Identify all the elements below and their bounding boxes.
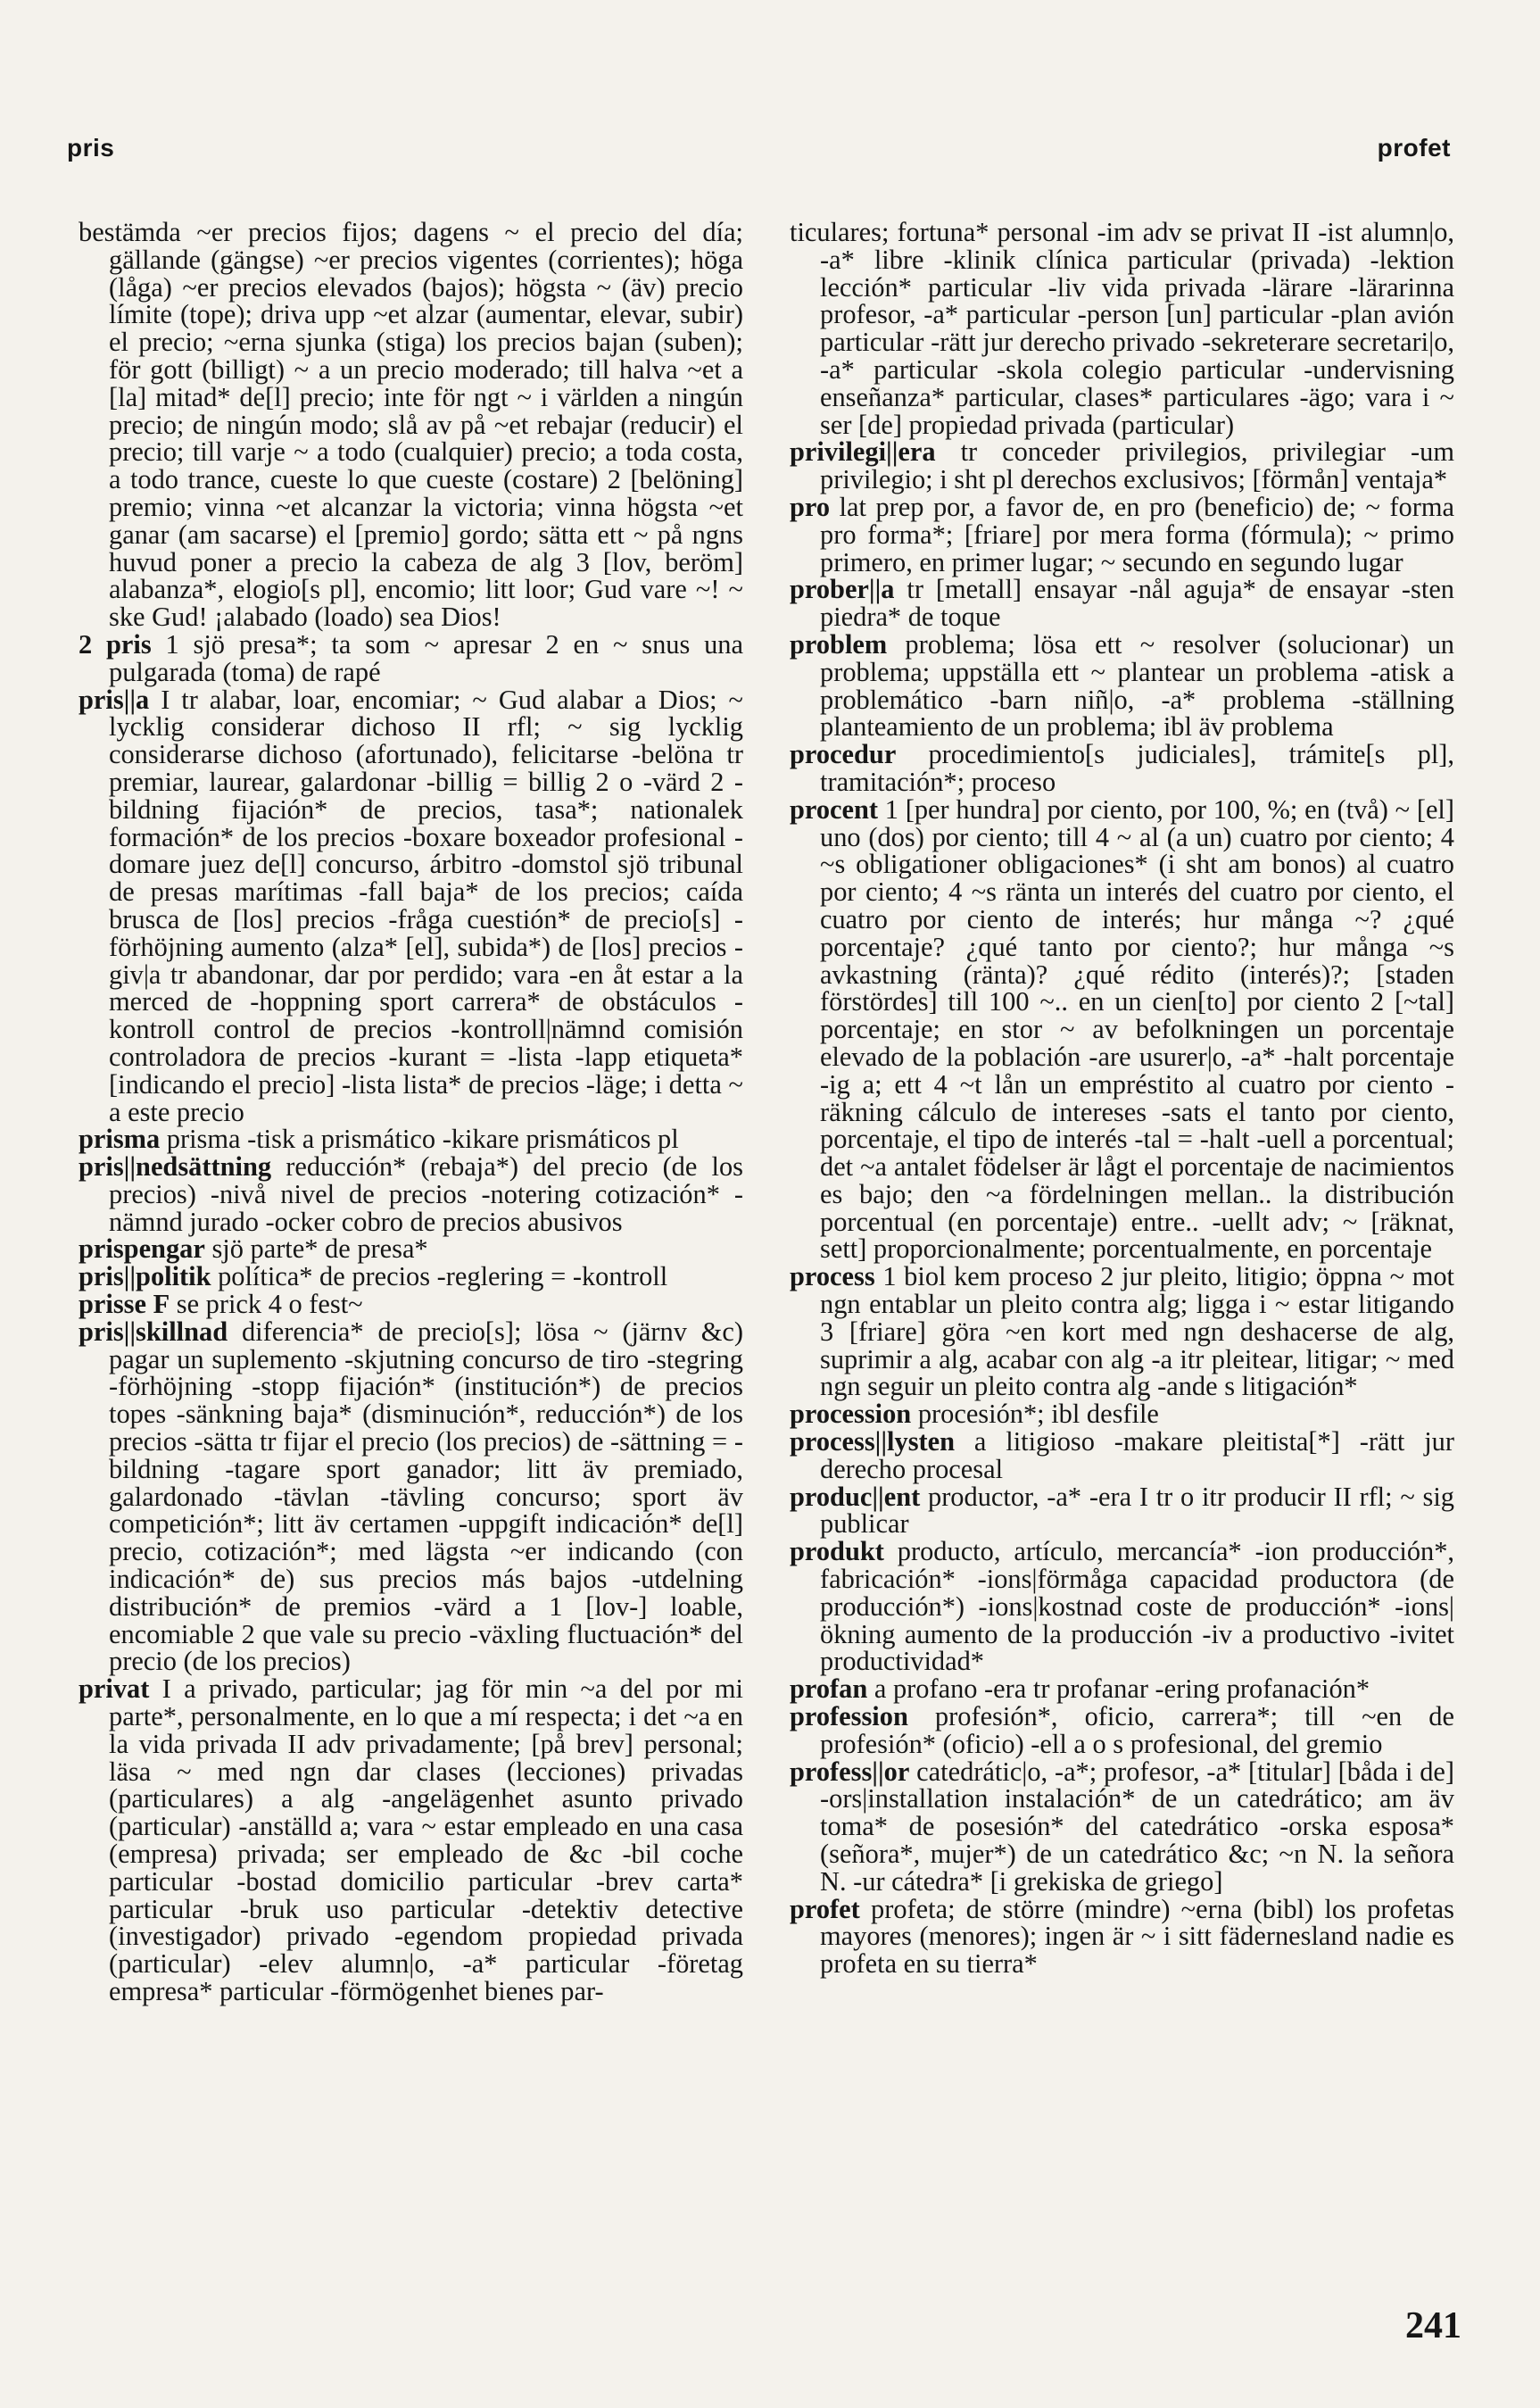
dictionary-entry [79, 1318, 743, 1675]
entry-definition: tr conceder privilegios, privilegiar -um privilegio; i sht pl derechos exclusivos; [förmån] ventaja* [820, 436, 1454, 495]
entry-headword: process [790, 1261, 875, 1292]
entry-definition: ticulares; fortuna* personal -im adv se privat II -ist alumn|o, -a* libre -klinik clínica particular (privada) -lektion lección* particular -liv vida privada -lärare -lärarinna profesor, -a* particular -person [un] particular -plan avión particular -rätt jur derecho privado -sekreterare secretari|o, -a* particular -skola colegio particular -undervisning enseñanza* particular, clases* particulares -ägo; vara i ~ ser [de] propiedad privada (particular) [790, 219, 1454, 440]
entry-definition: productor, -a* -era I tr o itr producir II rfl; ~ sig publicar [820, 1481, 1454, 1540]
entry-headword: prisma [79, 1124, 161, 1155]
entry-headword: pris||politik [79, 1261, 211, 1292]
dictionary-entry [790, 793, 1454, 1265]
entry-definition: bestämda ~er precios fijos; dagens ~ el precio del día; gällande (gängse) ~er precios vigentes (corrientes); höga (låga) ~er precios elevados (bajos); högsta ~ (äv) precio límite (tope); driva upp ~et alzar (aumentar, elevar, subir) el precio; ~erna sjunka (stiga) los precios bajan (suben); för gott (billigt) ~ a un precio moderado; till halva ~et a [la] mitad* de[l] precio; inte för ngt ~ i världen a ningún precio; de ningún modo; slå av på ~et rebajar (reducir) el precio; till varje ~ a todo (cualquier) precio; a toda costa, a todo trance, cueste lo que cueste (costare) 2 [belöning] premio; vinna ~et alcanzar la victoria; vinna högsta ~et ganar (am sacarse) el [premio] gordo; sätta ett ~ på ngns huvud poner a precio la cabeza de alg 3 [lov, beröm] alabanza*, elogio[s pl], encomio; litt loor; Gud vare ~! ~ ske Gud! ¡alabado (loado) sea Dios! [79, 219, 743, 633]
entry-definition: 1 [per hundra] por ciento, por 100, %; en (två) ~ [el] uno (dos) por ciento; till 4 ~ al (a un) cuatro por ciento; 4 ~s obligationer obligaciones* (i sht am bonos) al cuatro por ciento; 4 ~s ränta un interés del cuatro por ciento, el cuatro por ciento de interés; hur många ~? ¿qué porcentaje? ¿qué tanto por ciento?; hur många ~s avkastning (ränta)? ¿qué rédito (interés)?; [staden förstördes] till 100 ~.. en un cien[to] por ciento 2 [~tal] porcentaje; en stor ~ av befolkningen un porcentaje elevado de la población -are usurer|o, -a* -halt porcentaje -ig a; ett 4 ~t lån un empréstito al cuatro por ciento -räkning cálculo de intereses -sats el tanto por ciento, porcentaje, el tipo de interés -tal = -halt -uell a porcentual; det ~a antalet födelser är lågt el porcentaje de nacimientos es bajo; den ~a fördelningen mellan.. la distribución porcentual (en porcentaje) entre.. -uellt adv; ~ [räknat, sett] proporcionalmente; porcentualmente, en porcentaje [820, 793, 1454, 1265]
dictionary-entry [790, 1400, 1454, 1428]
entry-headword: pris||nedsättning [79, 1151, 272, 1183]
right-column [790, 219, 1454, 2263]
entry-definition: problema; lösa ett ~ resolver (solucionar) un problema; uppställa ett ~ plantear un problema -atisk a problemático -barn niñ|o, -a* problema -ställning planteamiento de un problema; ibl äv problema [820, 628, 1454, 743]
dictionary-entry [790, 1428, 1454, 1483]
dictionary-entry [790, 1758, 1454, 1896]
dictionary-entry [79, 219, 743, 631]
dictionary-entry [790, 1538, 1454, 1675]
entry-headword: privat [79, 1673, 150, 1705]
entry-headword: 2 pris [79, 628, 152, 660]
entry-headword: produc||ent [790, 1481, 921, 1512]
entry-definition: profesión*, oficio, carrera*; till ~en de profesión* (oficio) -ell a o s profesional, del gremio [820, 1701, 1454, 1759]
entry-definition: catedrátic|o, -a*; profesor, -a* [titular] [båda i de] -ors|installation instalación* de un catedrático; am äv toma* de posesión* del catedrático -orska esposa* (señora*, mujer*) de un catedrático &c; ~n N. la señora N. -ur cátedra* [i grekiska de griego] [820, 1756, 1454, 1897]
entry-definition: I tr alabar, loar, encomiar; ~ Gud alabar a Dios; ~ lycklig considerar dichoso II rfl; ~ sig lycklig considerarse dichoso (afortunado), felicitarse -belöna tr premiar, laurear, galardonar -billig = billig 2 o -värd 2 -bildning fijación* de precios, tasa*; nationalek formación* de los precios -boxare boxeador profesional -domare juez de[l] concurso, árbitro -domstol sjö tribunal de presas marítimas -fall baja* de los precios; caída brusca de [los] precios -fråga cuestión* de precio[s] -förhöjning aumento (alza* [el], subida*) de [los] precios -giv|a tr abandonar, dar por perdido; vara -en åt estar a la merced de -hoppning sport carrera* de obstáculos -kontroll control de precios -kontroll|nämnd comisión controladora de precios -kurant = -lista -lapp etiqueta* [indicando el precio] -lista lista* de precios -läge; i detta ~ a este precio [109, 684, 743, 1127]
entry-headword: pris||skillnad [79, 1316, 228, 1347]
entry-headword: prispengar [79, 1233, 205, 1265]
entry-headword: privilegi||era [790, 436, 936, 468]
entry-definition: sjö parte* de presa* [204, 1233, 428, 1265]
dictionary-entry [790, 741, 1454, 796]
dictionary-entry [790, 491, 1454, 577]
dictionary-entry [790, 1893, 1454, 1980]
entry-headword: procession [790, 1399, 912, 1430]
entry-headword: prisse F [79, 1289, 170, 1320]
entry-definition: reducción* (rebaja*) del precio (de los precios) -nivå nivel de precios -notering cotización* -nämnd jurado -ocker cobro de precios abusivos [109, 1151, 743, 1237]
entry-definition: procesión*; ibl desfile [911, 1399, 1159, 1430]
dictionary-entry [79, 628, 743, 687]
entry-headword: problem [790, 628, 888, 660]
dictionary-entry [79, 1125, 743, 1153]
entry-headword: profan [790, 1673, 868, 1705]
entry-definition: a profano -era tr profanar -ering profanación* [867, 1673, 1370, 1705]
left-column [79, 219, 743, 2263]
dictionary-entry [790, 1263, 1454, 1400]
running-header-left: pris [67, 134, 115, 162]
entry-definition: tr [metall] ensayar -nål aguja* de ensayar -sten piedra* de toque [820, 574, 1454, 633]
entry-headword: pris||a [79, 684, 150, 715]
entry-headword: process||lysten [790, 1426, 956, 1457]
entry-headword: pro [790, 491, 831, 522]
entry-definition: a litigioso -makare pleitista[*] -rätt jur derecho procesal [820, 1426, 1454, 1484]
entry-headword: profet [790, 1893, 860, 1924]
entry-headword: profess||or [790, 1756, 910, 1787]
dictionary-entry [79, 1291, 743, 1318]
dictionary-entry [79, 1675, 743, 2005]
dictionary-entry [79, 1235, 743, 1263]
entry-definition: profeta; de större (mindre) ~erna (bibl) los profetas mayores (menores); ingen är ~ i sitt fädernesland nadie es profeta en su tierra* [820, 1893, 1454, 1980]
entry-definition: 1 biol kem proceso 2 jur pleito, litigio; öppna ~ mot ngn entablar un pleito contra alg; ligga i ~ estar litigando 3 [friare] göra ~en kort med ngn deshacerse de alg, suprimir a alg, acabar con alg -a itr pleitear, litigar; ~ med ngn seguir un pleito contra alg -ande s litigación* [820, 1261, 1454, 1402]
entry-definition: I a privado, particular; jag för min ~a del por mi parte*, personalmente, en lo que a mí respecta; i det ~a en la vida privada II adv privadamente; [på brev] personal; läsa ~ med ngn dar clases (lecciones) privadas (particulares) a alg -angelägenhet asunto privado (particular) -anställd a; vara ~ estar empleado en una casa (empresa) privada; ser empleado de &c -bil coche particular -bostad domicilio particular -brev carta* particular -bruk uso particular -detektiv detective (investigador) privado -egendom propiedad privada (particular) -elev alumn|o, -a* particular -företag empresa* particular -förmögenhet bienes par- [109, 1673, 743, 2006]
entry-definition: lat prep por, a favor de, en pro (beneficio) de; ~ forma pro forma*; [friare] por mera forma (fórmula); ~ primo primero, en primer lugar; ~ secundo en segundo lugar [820, 491, 1454, 577]
dictionary-entry [790, 1703, 1454, 1758]
dictionary-entry [790, 1675, 1454, 1703]
dictionary-entry [790, 576, 1454, 631]
entry-headword: prober||a [790, 574, 895, 605]
dictionary-entry [790, 1483, 1454, 1539]
dictionary-entry [79, 1263, 743, 1291]
entry-definition: diferencia* de precio[s]; lösa ~ (järnv &c) pagar un suplemento -skjutning concurso de tiro -stegring -förhöjning -stopp fijación* (institución*) de precios topes -sänkning baja* (disminución*, reducción*) de los precios -sätta tr fijar el precio (los precios) de -sättning = -bildning -tagare sport ganador; litt äv premiado, galardonado -tävlan -tävling concurso; sport äv competición*; litt äv certamen -uppgift indicación* de[l] precio, cotización*; med lägsta ~er indicando (con indicación* de) sus precios más bajos -utdelning distribución* de premios -värd a 1 [lov-] loable, encomiable 2 que vale su precio -växling fluctuación* del precio (de los precios) [109, 1316, 743, 1677]
dictionary-entry [790, 628, 1454, 743]
entry-definition: prisma -tisk a prismático -kikare prismáticos pl [160, 1124, 679, 1155]
dictionary-entry [790, 438, 1454, 494]
entry-headword: produkt [790, 1536, 884, 1567]
entry-definition: producto, artículo, mercancía* -ion producción*, fabricación* -ions|förmåga capacidad productora (de producción*) -ions|kostnad coste de producción* -ions|ökning aumento de la producción -iv a productivo -ivitet productividad* [820, 1536, 1454, 1677]
page-number: 241 [1405, 2305, 1461, 2346]
dictionary-entry [790, 219, 1454, 438]
entry-headword: profession [790, 1701, 908, 1732]
entry-definition: 1 sjö presa*; ta som ~ apresar 2 en ~ snus una pulgarada (toma) de rapé [109, 628, 743, 687]
running-header-right: profet [1377, 134, 1451, 162]
dictionary-entry [79, 686, 743, 1126]
entry-definition: se prick 4 o fest~ [170, 1289, 363, 1320]
entry-definition: política* de precios -reglering = -kontroll [211, 1261, 668, 1292]
entry-headword: procedur [790, 739, 897, 770]
dictionary-entry [79, 1153, 743, 1235]
entry-definition: procedimiento[s judiciales], trámite[s pl], tramitación*; proceso [820, 739, 1454, 797]
entry-headword: procent [790, 793, 879, 825]
